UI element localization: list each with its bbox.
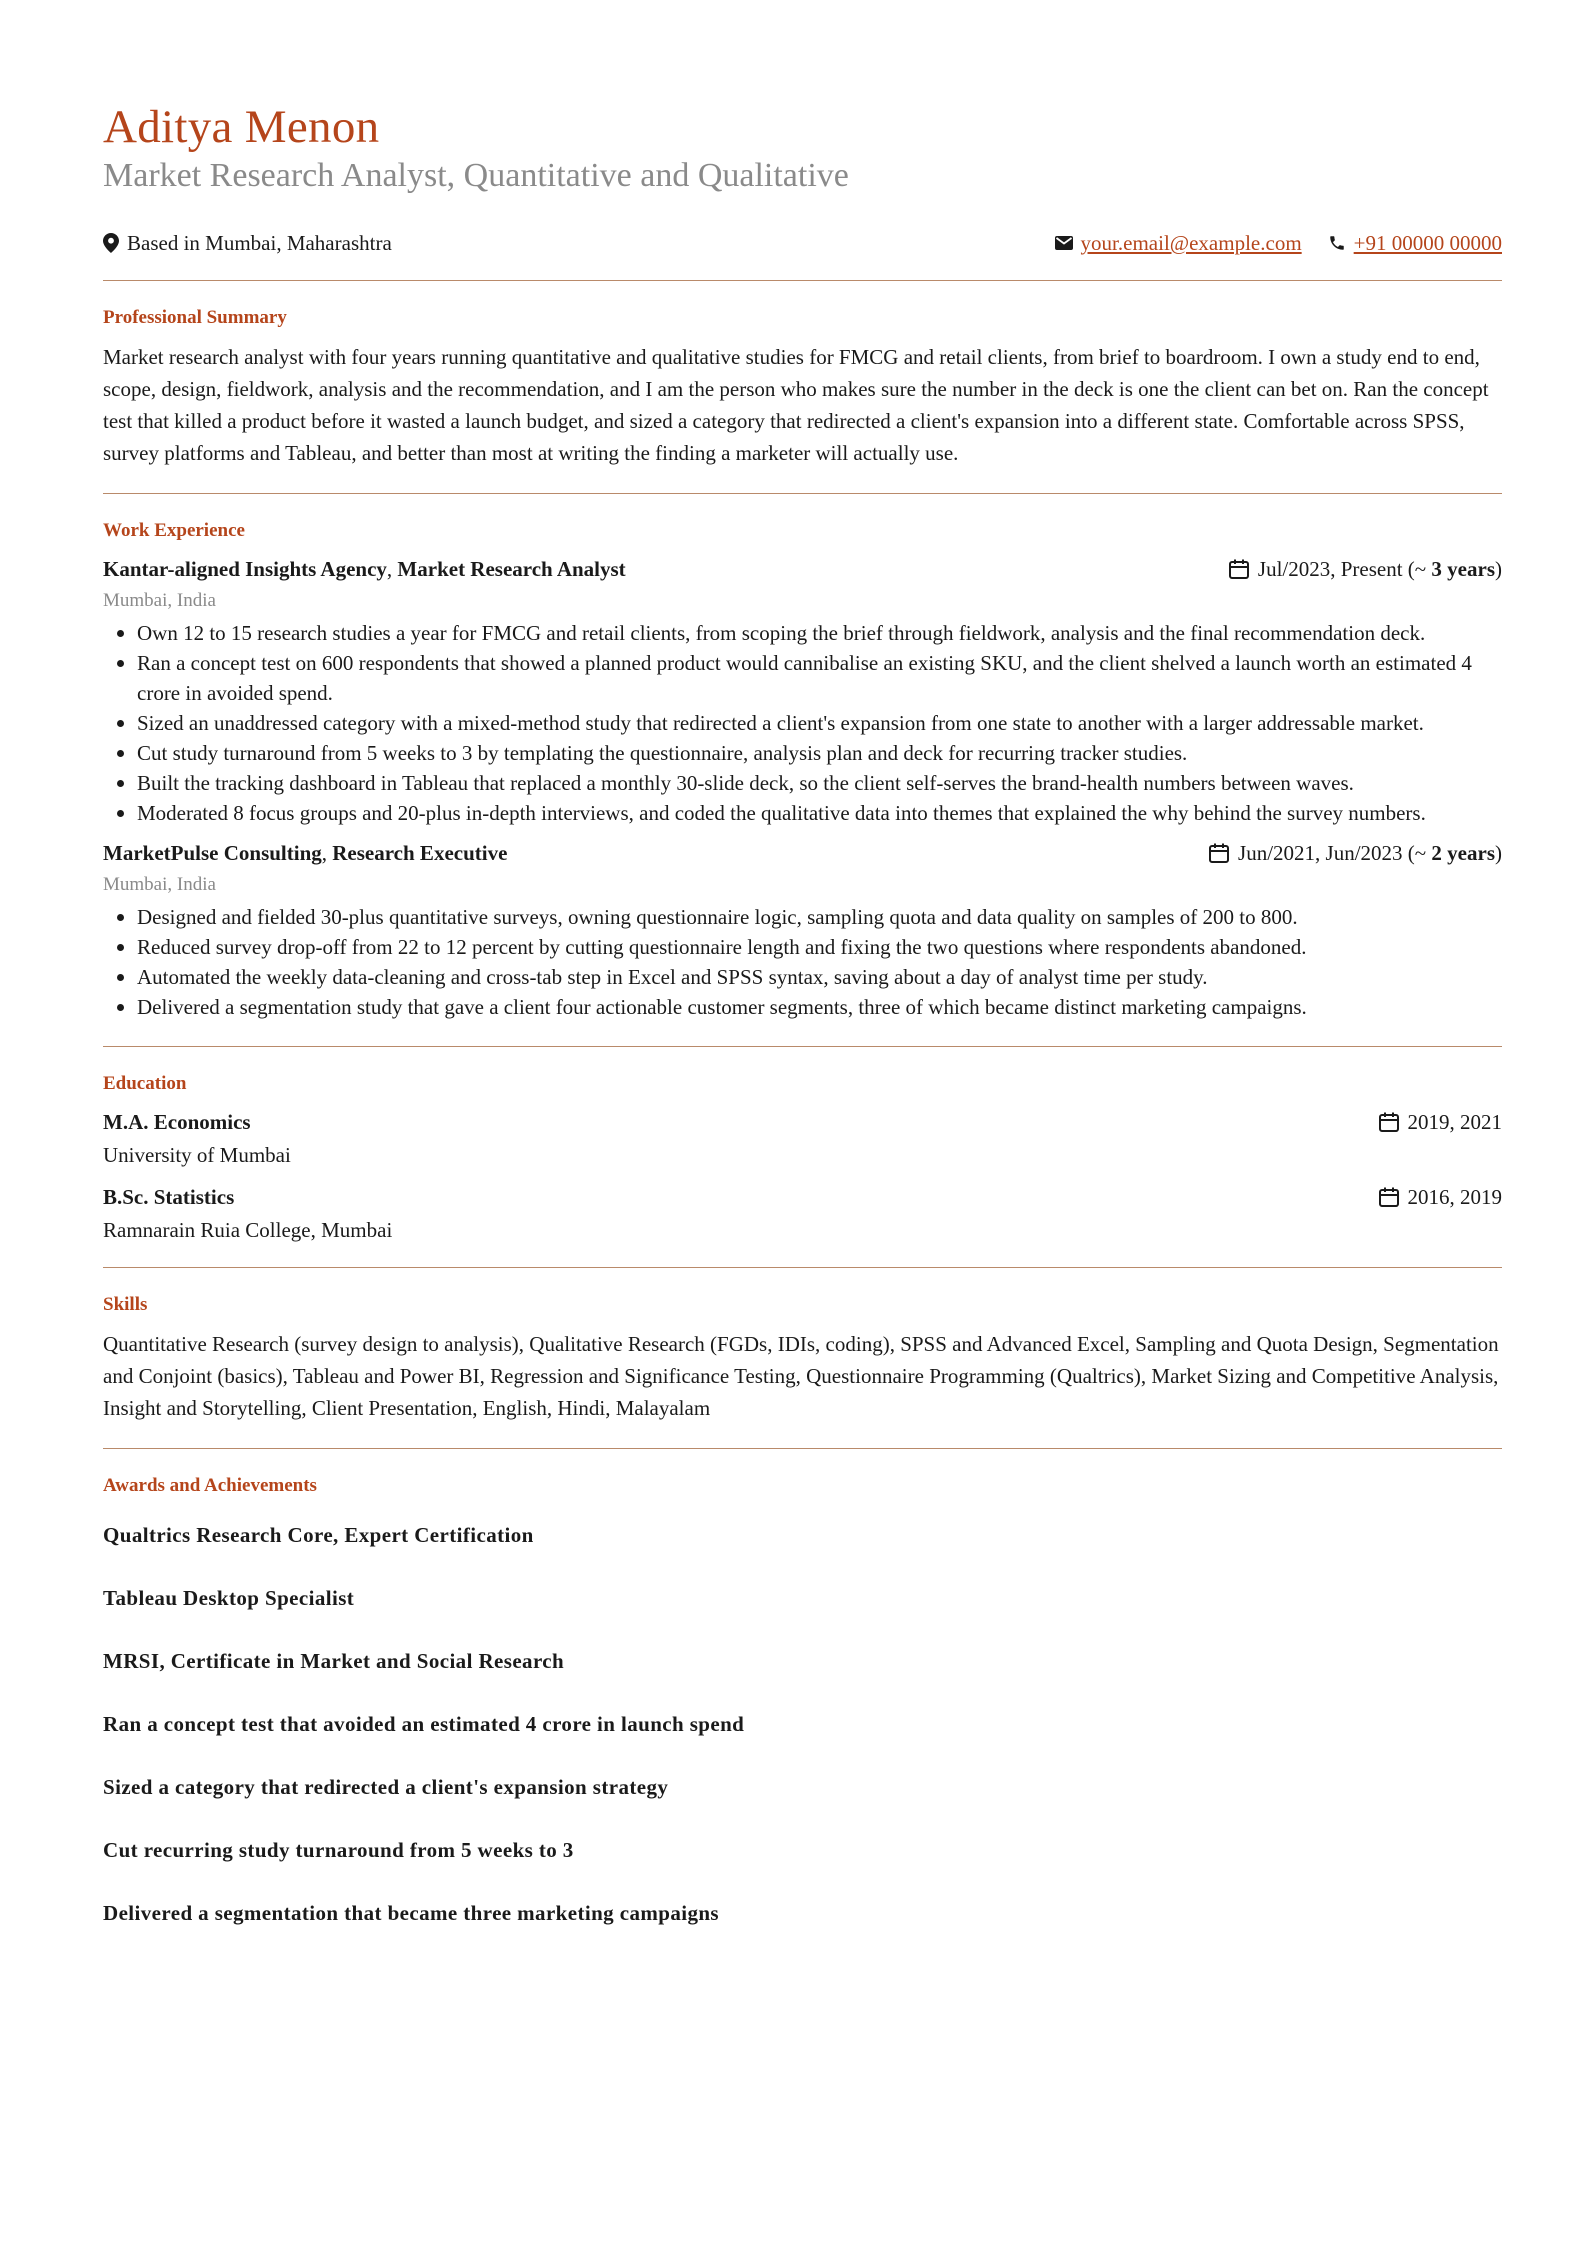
awards-section bbox=[103, 1475, 1502, 1926]
job-bullets bbox=[113, 902, 1502, 1022]
summary-section bbox=[103, 307, 1502, 469]
job-date-close: ) bbox=[1495, 840, 1502, 865]
job-bullet: Ran a concept test on 600 respondents that showed a planned product would cannibalise an existing SKU, and the client shelved a launch worth an estimated 4 crore in avoided spend. bbox=[113, 648, 1502, 708]
education-date-text: 2019, 2021 bbox=[1407, 1109, 1502, 1134]
job-entry bbox=[103, 554, 1502, 828]
calendar-icon bbox=[1228, 558, 1250, 580]
education-date-text: 2016, 2019 bbox=[1407, 1184, 1502, 1209]
phone-contact bbox=[1328, 231, 1502, 256]
job-company: MarketPulse Consulting bbox=[103, 840, 322, 865]
education-heading: Education bbox=[103, 1072, 187, 1094]
job-company: Kantar-aligned Insights Agency bbox=[103, 556, 387, 581]
calendar-icon bbox=[1378, 1111, 1400, 1133]
job-location: Mumbai, India bbox=[103, 589, 216, 611]
job-title: MarketPulse Consulting, Research Executive bbox=[103, 840, 508, 865]
job-duration: 2 years bbox=[1431, 840, 1495, 865]
skills-text: Quantitative Research (survey design to analysis), Qualitative Research (FGDs, IDIs, coding), SPSS and Advanced Excel, Sampling and Quota Design, Segmentation and Conjoint (basics), Tableau and Power BI, Regression and Significance Testing, Questionnaire Programming (Qualtrics), Market Sizing and Competitive Analysis, Insight and Storytelling, Client Presentation, English, Hindi, Malayalam bbox=[103, 1331, 1499, 1420]
section-divider bbox=[103, 493, 1502, 494]
job-role: Market Research Analyst bbox=[397, 556, 626, 581]
award-item: Cut recurring study turnaround from 5 weeks to 3 bbox=[103, 1837, 574, 1862]
job-entry bbox=[103, 838, 1502, 1022]
email-link[interactable]: your.email@example.com bbox=[1080, 230, 1302, 255]
award-item: Ran a concept test that avoided an estimated 4 crore in launch spend bbox=[103, 1711, 745, 1736]
section-divider bbox=[103, 1046, 1502, 1047]
section-divider bbox=[103, 1448, 1502, 1449]
experience-heading: Work Experience bbox=[103, 519, 245, 541]
job-role: Research Executive bbox=[332, 840, 508, 865]
job-location: Mumbai, India bbox=[103, 873, 216, 895]
job-bullets bbox=[113, 618, 1502, 828]
candidate-name: Aditya Menon bbox=[103, 101, 380, 153]
education-section bbox=[103, 1073, 1502, 1243]
award-item: Sized a category that redirected a client's expansion strategy bbox=[103, 1774, 669, 1799]
job-date-close: ) bbox=[1495, 556, 1502, 581]
education-degree: B.Sc. Statistics bbox=[103, 1184, 235, 1209]
job-bullet: Automated the weekly data-cleaning and cross-tab step in Excel and SPSS syntax, saving about a day of analyst time per study. bbox=[113, 962, 1502, 992]
summary-heading: Professional Summary bbox=[103, 306, 287, 328]
job-bullet: Built the tracking dashboard in Tableau that replaced a monthly 30-slide deck, so the client self-serves the brand-health numbers between waves. bbox=[113, 768, 1502, 798]
section-divider bbox=[103, 1267, 1502, 1268]
job-date-range: Jun/2021, Jun/2023 (~ bbox=[1238, 840, 1432, 865]
education-school: Ramnarain Ruia College, Mumbai bbox=[103, 1217, 393, 1242]
envelope-icon bbox=[1055, 236, 1073, 250]
education-dates bbox=[1378, 1107, 1503, 1137]
contact-row bbox=[103, 231, 1502, 256]
skills-section bbox=[103, 1294, 1502, 1424]
contact-links bbox=[1055, 231, 1502, 256]
job-header bbox=[103, 838, 1502, 868]
job-bullet: Delivered a segmentation study that gave a client four actionable customer segments, three of which became distinct marketing campaigns. bbox=[113, 992, 1502, 1022]
education-header bbox=[103, 1182, 1502, 1212]
job-bullet: Reduced survey drop-off from 22 to 12 percent by cutting questionnaire length and fixing the two questions where respondents abandoned. bbox=[113, 932, 1502, 962]
resume-header bbox=[103, 100, 1502, 256]
job-dates bbox=[1208, 838, 1502, 868]
award-item: Qualtrics Research Core, Expert Certification bbox=[103, 1522, 534, 1547]
location-info bbox=[103, 231, 392, 256]
calendar-icon bbox=[1208, 842, 1230, 864]
phone-link[interactable]: +91 00000 00000 bbox=[1353, 230, 1502, 255]
calendar-icon bbox=[1378, 1186, 1400, 1208]
skills-heading: Skills bbox=[103, 1293, 148, 1315]
candidate-headline: Market Research Analyst, Quantitative and Qualitative bbox=[103, 157, 849, 195]
award-item: Tableau Desktop Specialist bbox=[103, 1585, 355, 1610]
job-bullet: Cut study turnaround from 5 weeks to 3 by templating the questionnaire, analysis plan and deck for recurring tracker studies. bbox=[113, 738, 1502, 768]
experience-section bbox=[103, 520, 1502, 1022]
phone-icon bbox=[1328, 234, 1346, 252]
job-bullet: Moderated 8 focus groups and 20-plus in-depth interviews, and coded the qualitative data into themes that explained the why behind the survey numbers. bbox=[113, 798, 1502, 828]
education-school: University of Mumbai bbox=[103, 1142, 291, 1167]
job-bullet: Sized an unaddressed category with a mixed-method study that redirected a client's expansion from one state to another with a larger addressable market. bbox=[113, 708, 1502, 738]
job-date-range: Jul/2023, Present (~ bbox=[1257, 556, 1432, 581]
education-entry bbox=[103, 1182, 1502, 1243]
job-dates bbox=[1228, 554, 1502, 584]
map-pin-icon bbox=[103, 233, 119, 253]
education-dates bbox=[1378, 1182, 1503, 1212]
job-duration: 3 years bbox=[1431, 556, 1495, 581]
section-divider bbox=[103, 280, 1502, 281]
location-text: Based in Mumbai, Maharashtra bbox=[127, 230, 392, 255]
summary-text: Market research analyst with four years running quantitative and qualitative studies for FMCG and retail clients, from brief to boardroom. I own a study end to end, scope, design, fieldwork, analysis and the recommendation, and I am the person who makes sure the number in the deck is one the client can bet on. Ran the concept test that killed a product before it wasted a launch budget, and sized a category that redirected a client's expansion into a different state. Comfortable across SPSS, survey platforms and Tableau, and better than most at writing the finding a marketer will actually use. bbox=[103, 344, 1489, 465]
job-bullet: Own 12 to 15 research studies a year for FMCG and retail clients, from scoping the brief through fieldwork, analysis and the final recommendation deck. bbox=[113, 618, 1502, 648]
education-header bbox=[103, 1107, 1502, 1137]
job-title: Kantar-aligned Insights Agency, Market Research Analyst bbox=[103, 556, 626, 581]
email-contact bbox=[1055, 231, 1302, 256]
award-item: Delivered a segmentation that became three marketing campaigns bbox=[103, 1900, 720, 1925]
education-degree: M.A. Economics bbox=[103, 1109, 251, 1134]
award-item: MRSI, Certificate in Market and Social Research bbox=[103, 1648, 565, 1673]
education-entry bbox=[103, 1107, 1502, 1168]
job-header bbox=[103, 554, 1502, 584]
awards-heading: Awards and Achievements bbox=[103, 1474, 317, 1496]
job-bullet: Designed and fielded 30-plus quantitative surveys, owning questionnaire logic, sampling quota and data quality on samples of 200 to 800. bbox=[113, 902, 1502, 932]
